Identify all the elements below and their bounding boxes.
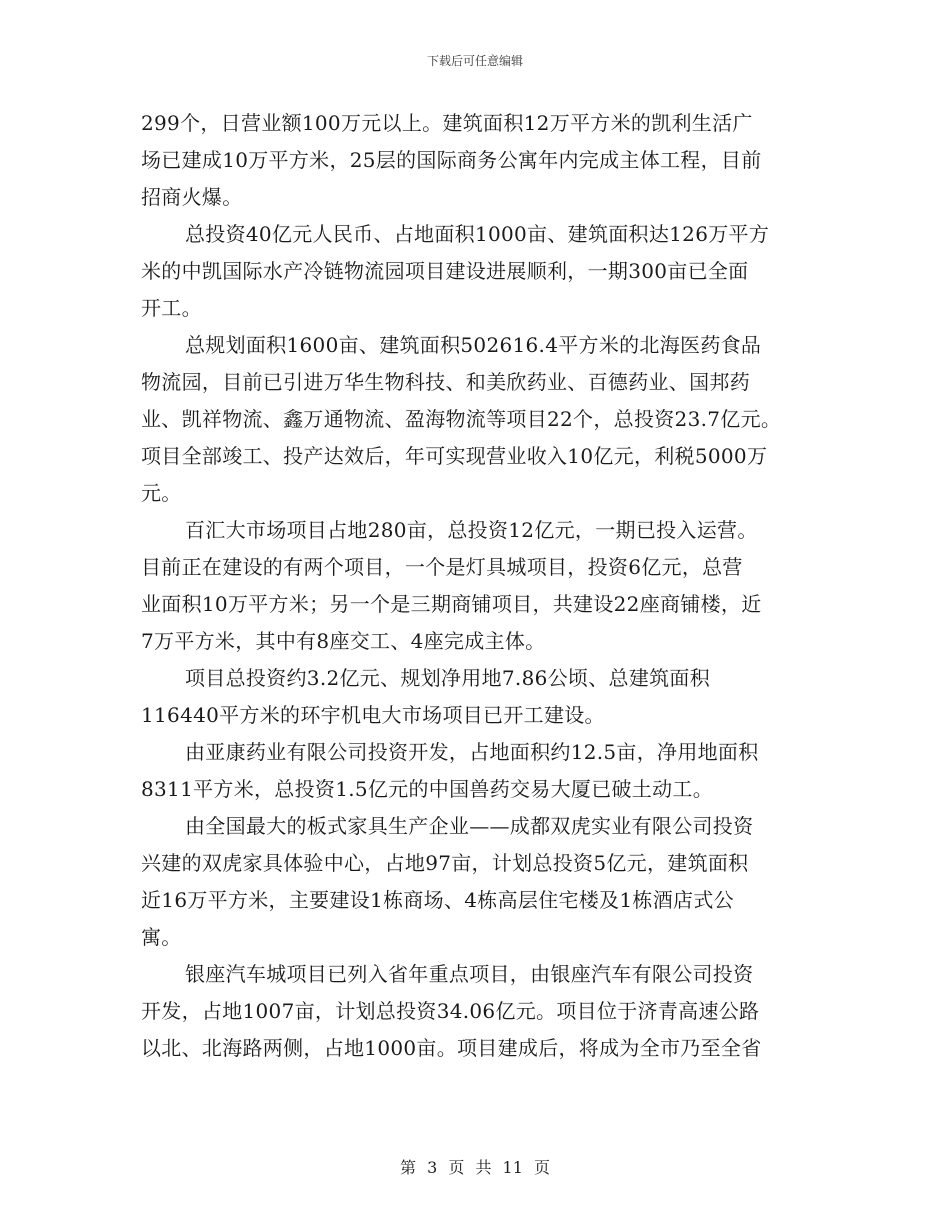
text-line: 以北、北海路两侧，占地1000亩。项目建成后，将成为全市乃至全省 bbox=[141, 1036, 762, 1060]
page-header-note: 下载后可任意编辑 bbox=[426, 54, 523, 68]
text-line: 开发，占地1007亩，计划总投资34.06亿元。项目位于济青高速公路 bbox=[141, 999, 760, 1023]
text-line: 寓。 bbox=[141, 925, 182, 949]
text-line: 业面积10万平方米；另一个是三期商铺项目，共建设22座商铺楼，近 bbox=[141, 592, 762, 616]
text-line: 总规划面积1600亩、建筑面积502616.4平方米的北海医药食品 bbox=[185, 333, 762, 357]
paragraph-8 bbox=[141, 956, 831, 1067]
text-line: 元。 bbox=[141, 481, 182, 505]
text-line: 由亚康药业有限公司投资开发，占地面积约12.5亩，净用地面积 bbox=[185, 740, 759, 764]
paragraph-5 bbox=[141, 660, 831, 734]
paragraph-3 bbox=[141, 327, 831, 512]
text-line: 7万平方米，其中有8座交工、4座完成主体。 bbox=[141, 629, 546, 653]
text-line: 场已建成10万平方米，25层的国际商务公寓年内完成主体工程，目前 bbox=[141, 148, 762, 172]
text-line: 银座汽车城项目已列入省年重点项目，由银座汽车有限公司投资 bbox=[185, 962, 754, 986]
text-line: 百汇大市场项目占地280亩，总投资12亿元，一期已投入运营。 bbox=[185, 518, 758, 542]
text-line: 物流园，目前已引进万华生物科技、和美欣药业、百德药业、国邦药 bbox=[141, 370, 750, 394]
text-line: 开工。 bbox=[141, 296, 202, 320]
text-line: 116440平方米的环宇机电大市场项目已开工建设。 bbox=[141, 703, 605, 727]
text-line: 兴建的双虎家具体验中心，占地97亩，计划总投资5亿元，建筑面积 bbox=[141, 851, 749, 875]
paragraph-4 bbox=[141, 512, 831, 660]
paragraph-7 bbox=[141, 808, 831, 956]
text-line: 总投资40亿元人民币、占地面积1000亩、建筑面积达126万平方 bbox=[185, 222, 770, 246]
text-line: 近16万平方米，主要建设1栋商场、4栋高层住宅楼及1栋酒店式公 bbox=[141, 888, 734, 912]
text-line: 目前正在建设的有两个项目，一个是灯具城项目，投资6亿元，总营 bbox=[141, 555, 743, 579]
page-number-footer: 第 3 页 共 11 页 bbox=[400, 1158, 550, 1177]
paragraph-2 bbox=[141, 216, 831, 327]
text-line: 299个，日营业额100万元以上。建筑面积12万平方米的凯利生活广 bbox=[141, 111, 753, 135]
text-line: 招商火爆。 bbox=[141, 185, 243, 209]
paragraph-1 bbox=[141, 105, 831, 216]
text-line: 米的中凯国际水产冷链物流园项目建设进展顺利，一期300亩已全面 bbox=[141, 259, 749, 283]
document-body bbox=[141, 105, 831, 1067]
paragraph-6 bbox=[141, 734, 831, 808]
text-line: 业、凯祥物流、鑫万通物流、盈海物流等项目22个，总投资23.7亿元。 bbox=[141, 407, 782, 431]
text-line: 由全国最大的板式家具生产企业——成都双虎实业有限公司投资 bbox=[185, 814, 754, 838]
text-line: 项目全部竣工、投产达效后，年可实现营业收入10亿元，利税5000万 bbox=[141, 444, 768, 468]
text-line: 项目总投资约3.2亿元、规划净用地7.86公顷、总建筑面积 bbox=[185, 666, 711, 690]
text-line: 8311平方米，总投资1.5亿元的中国兽药交易大厦已破土动工。 bbox=[141, 777, 714, 801]
